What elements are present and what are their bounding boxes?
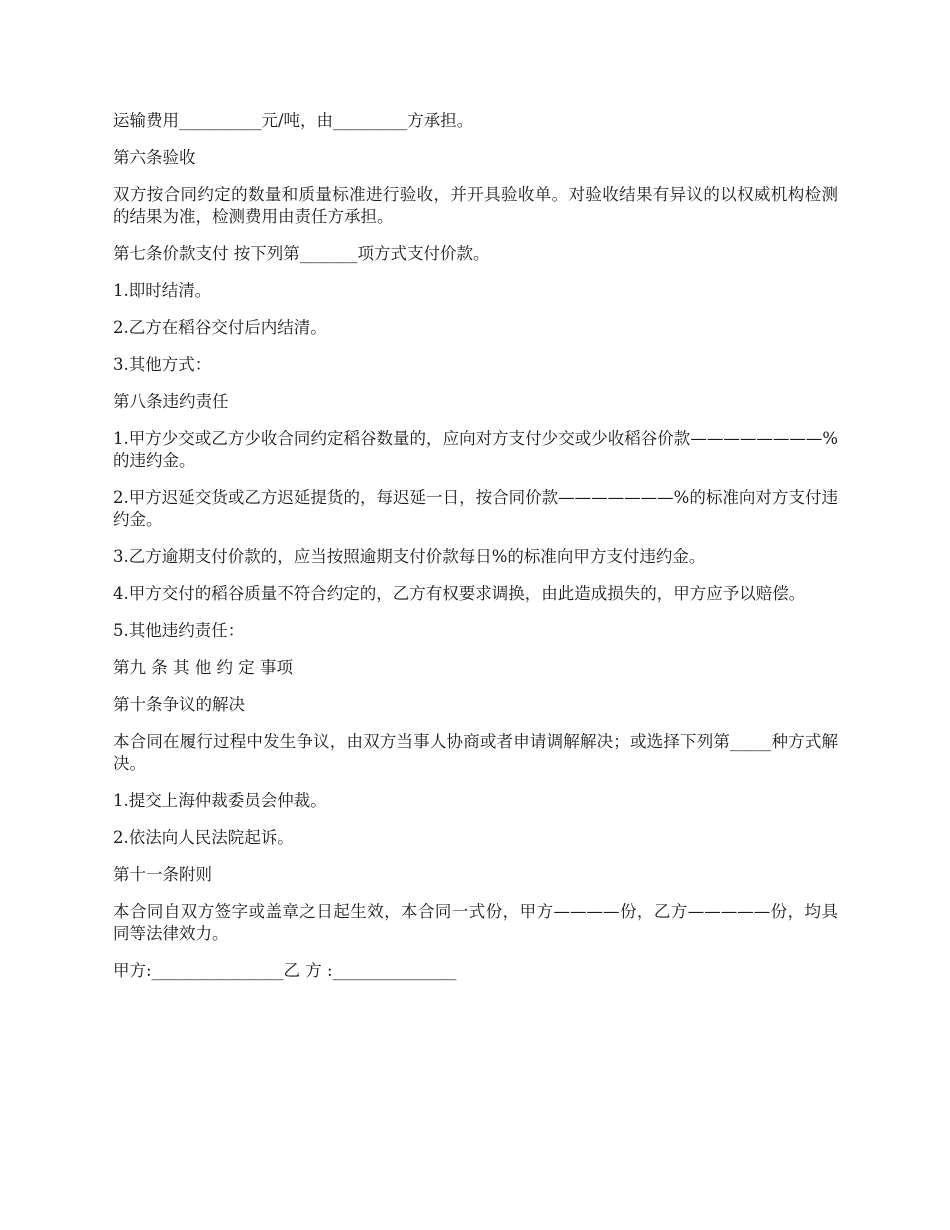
transport-fee-clause: 运输费用__________元/吨，由_________方承担。 — [113, 111, 474, 130]
payment-option-1: 1.即时结清。 — [113, 281, 212, 300]
liability-item-2: 2.甲方迟延交货或乙方迟延提货的，每迟延一日，按合同价款———————%的标准向对方支付违约金。 — [113, 488, 838, 529]
article-10-heading: 第十条争议的解决 — [113, 695, 245, 714]
article-11-heading: 第十一条附则 — [113, 865, 212, 884]
dispute-option-2: 2.依法向人民法院起诉。 — [113, 828, 294, 847]
article-10-text: 本合同在履行过程中发生争议，由双方当事人协商或者申请调解解决；或选择下列第_____种方式解决。 — [113, 732, 838, 773]
article-7-heading: 第七条价款支付 按下列第_______项方式支付价款。 — [113, 244, 490, 263]
liability-item-1: 1.甲方少交或乙方少收合同约定稻谷数量的，应向对方支付少交或少收稻谷价款————————%的违约金。 — [113, 429, 838, 470]
article-8-heading: 第八条违约责任 — [113, 392, 229, 411]
signature-line: 甲方:________________乙 方 :_______________ — [113, 961, 457, 980]
article-6-text: 双方按合同约定的数量和质量标准进行验收，并开具验收单。对验收结果有异议的以权威机构检测的结果为准，检测费用由责任方承担。 — [113, 185, 838, 226]
article-9-heading: 第九 条 其 他 约 定 事项 — [113, 658, 293, 677]
dispute-option-1: 1.提交上海仲裁委员会仲裁。 — [113, 791, 327, 810]
contract-body — [113, 110, 838, 997]
article-6-heading: 第六条验收 — [113, 148, 196, 167]
payment-option-3: 3.其他方式： — [113, 355, 212, 374]
article-11-text: 本合同自双方签字或盖章之日起生效，本合同一式份，甲方————份，乙方—————份，均具同等法律效力。 — [113, 902, 838, 943]
liability-item-5: 5.其他违约责任： — [113, 621, 245, 640]
payment-option-2: 2.乙方在稻谷交付后内结清。 — [113, 318, 327, 337]
liability-item-3: 3.乙方逾期支付价款的，应当按照逾期支付价款每日%的标准向甲方支付违约金。 — [113, 547, 706, 566]
liability-item-4: 4.甲方交付的稻谷质量不符合约定的，乙方有权要求调换，由此造成损失的，甲方应予以赔偿。 — [113, 584, 806, 603]
